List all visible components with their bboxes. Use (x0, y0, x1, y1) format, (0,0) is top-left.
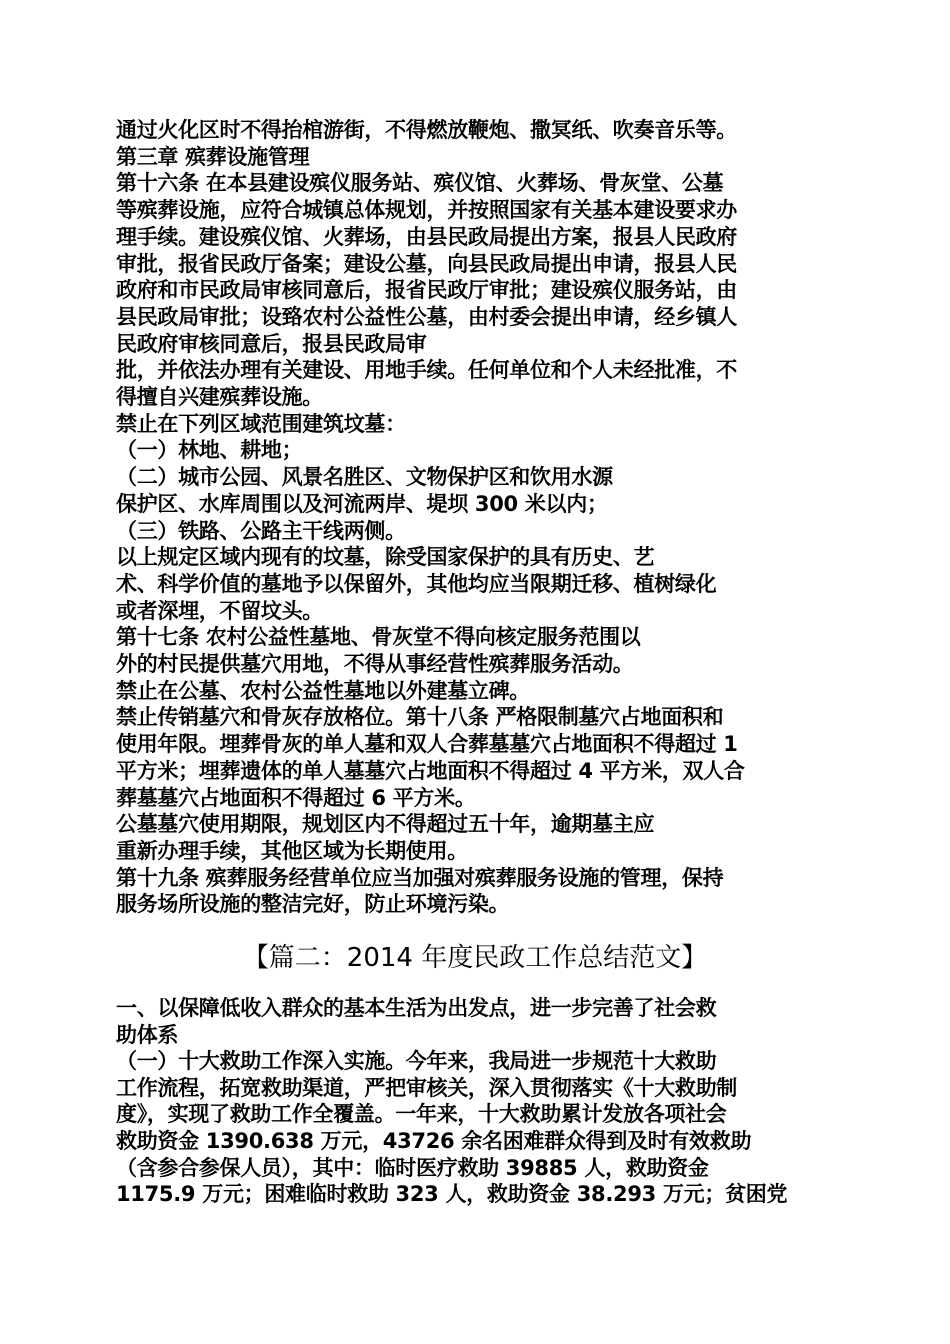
section-heading: 【篇二：2014 年度民政工作总结范文】 (242, 943, 708, 973)
text-line: 禁止在下列区域范围建筑坟墓： (116, 411, 406, 436)
text-line: （一）林地、耕地； (116, 438, 303, 463)
text-line: 批，并依法办理有关建设、用地手续。任何单位和个人未经批准，不 (116, 358, 737, 383)
text-line: 重新办理手续，其他区域为长期使用。 (116, 838, 468, 863)
text-line: （一）十大救助工作深入实施。今年来，我局进一步规范十大救助 (116, 1049, 717, 1074)
text-line: 得擅自兴建殡葬设施。 (116, 385, 323, 409)
text-line: 民政府审核同意后，报县民政局审 (116, 331, 427, 356)
text-line: 救助资金 1390.638 万元，43726 余名困难群众得到及时有效救助 (116, 1129, 752, 1153)
text-line: 使用年限。埋葬骨灰的单人墓和双人合葬墓墓穴占地面积不得超过 1 (116, 732, 738, 757)
text-line: 公墓墓穴使用期限，规划区内不得超过五十年，逾期墓主应 (116, 812, 655, 837)
text-line: （三）铁路、公路主干线两侧。 (116, 518, 406, 543)
text-line: 禁止传销墓穴和骨灰存放格位。第十八条 严格限制墓穴占地面积和 (116, 705, 724, 730)
text-line: 保护区、水库周围以及河流两岸、堤坝 300 米以内； (116, 491, 608, 516)
text-line: 理手续。建设殡仪馆、火葬场，由县民政局提出方案，报县人民政府 (116, 224, 737, 249)
text-line: 助体系 (116, 1022, 179, 1047)
text-line: （含参合参保人员），其中：临时医疗救助 39885 人，救助资金 (116, 1155, 709, 1180)
text-line: 第十六条 在本县建设殡仪服务站、殡仪馆、火葬场、骨灰堂、公墓 (116, 171, 724, 196)
text-line: 通过火化区时不得抬棺游街，不得燃放鞭炮、撒冥纸、吹奏音乐等。 (116, 118, 737, 142)
text-line: 等殡葬设施，应符合城镇总体规划，并按照国家有关基本建设要求办 (116, 198, 737, 223)
text-line: 术、科学价值的墓地予以保留外，其他均应当限期迁移、植树绿化 (116, 571, 717, 596)
text-line: 县民政局审批；设臵农村公益性公墓，由村委会提出申请，经乡镇人 (116, 304, 737, 329)
text-line: 一、以保障低收入群众的基本生活为出发点，进一步完善了社会救 (116, 996, 717, 1020)
text-line: 第三章 殡葬设施管理 (116, 144, 310, 169)
text-line: 平方米；埋葬遗体的单人墓墓穴占地面积不得超过 4 平方米，双人合 (116, 758, 745, 783)
text-line: 或者深埋，不留坟头。 (116, 598, 323, 623)
text-line: 度》，实现了救助工作全覆盖。一年来，十大救助累计发放各项社会 (116, 1102, 727, 1127)
text-line: 服务场所设施的整洁完好，防止环境污染。 (116, 892, 510, 917)
text-line: 工作流程，拓宽救助渠道，严把审核关，深入贯彻落实《十大救助制 (116, 1075, 737, 1100)
text-line: （二）城市公园、风景名胜区、文物保护区和饮用水源 (116, 465, 613, 490)
text-line: 禁止在公墓、农村公益性墓地以外建墓立碑。 (116, 678, 530, 703)
text-line: 第十七条 农村公益性墓地、骨灰堂不得向核定服务范围以 (116, 625, 641, 650)
text-line: 政府和市民政局审核同意后，报省民政厅审批；建设殡仪服务站，由 (116, 278, 737, 303)
text-line: 1175.9 万元；困难临时救助 323 人，救助资金 38.293 万元；贫困党 (116, 1182, 788, 1207)
text-line: 以上规定区域内现有的坟墓，除受国家保护的具有历史、艺 (116, 545, 655, 570)
text-line: 审批，报省民政厅备案；建设公墓，向县民政局提出申请，报县人民 (116, 251, 737, 276)
text-line: 外的村民提供墓穴用地，不得从事经营性殡葬服务活动。 (116, 652, 634, 676)
text-line: 第十九条 殡葬服务经营单位应当加强对殡葬服务设施的管理，保持 (116, 865, 724, 890)
text-line: 葬墓墓穴占地面积不得超过 6 平方米。 (116, 785, 476, 810)
